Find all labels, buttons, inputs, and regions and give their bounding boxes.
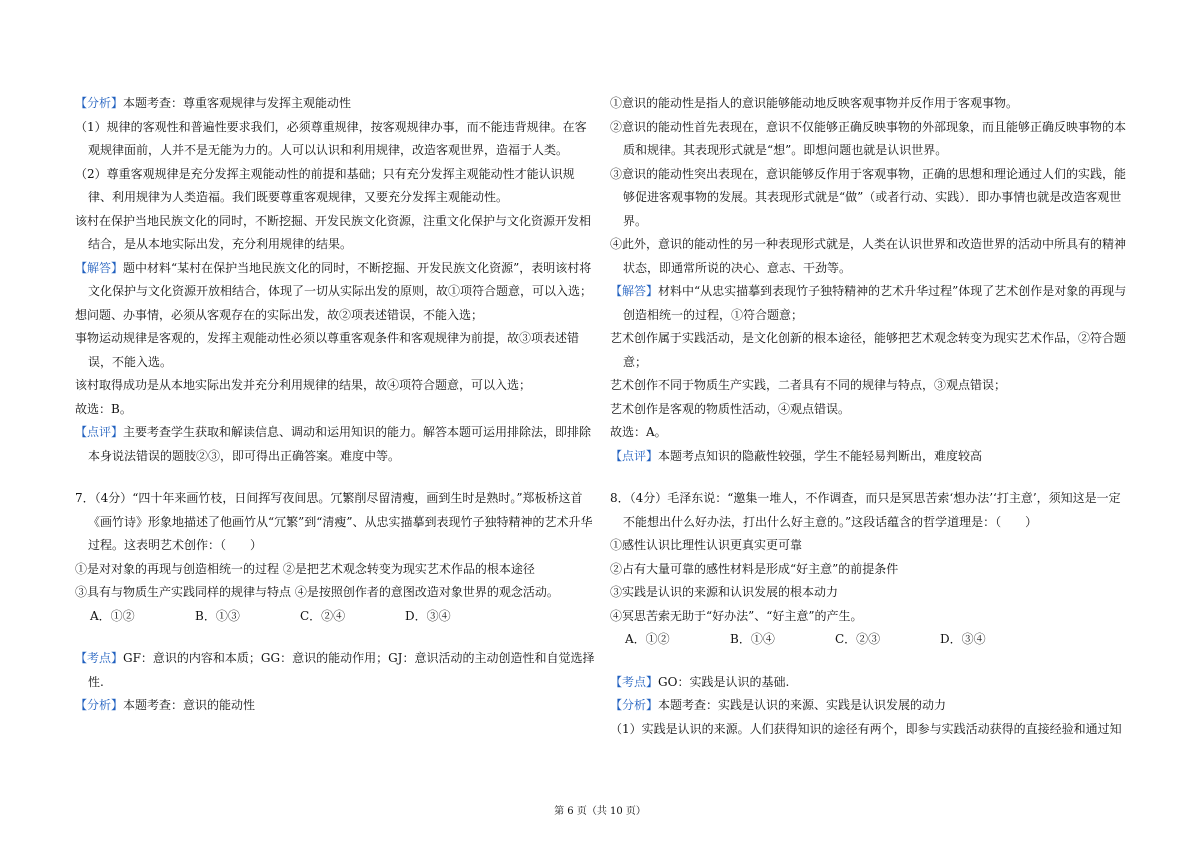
section-tag: 【分析】 xyxy=(75,96,124,110)
paragraph xyxy=(75,647,595,694)
paragraph-text: 材料中“从忠实描摹到表现竹子独特精神的艺术升华过程”体现了艺术创作是对象的再现与创造相统一的过程，①符合题意； xyxy=(623,284,1127,322)
answer-option: A．①② xyxy=(90,608,135,623)
paragraph-text: ①意识的能动性是指人的意识能够能动地反映客观事物并反作用于客观事物。 xyxy=(610,96,1019,110)
paragraph-text: 7．（4分）“四十年来画竹枝，日间挥写夜间思。冗繁削尽留清瘦，画到生时是熟时。”郑板桥这首《画竹诗》形象地描述了他画竹从“冗繁”到“清瘦”、从忠实描摹到表现竹子独特精神的艺术升华过程。这表明艺术创作：（ ） xyxy=(75,491,593,552)
paragraph-text: 故选：B。 xyxy=(75,401,132,416)
paragraph xyxy=(75,304,595,328)
section-tag: 【解答】 xyxy=(610,284,659,298)
paragraph-text: 想问题、办事情，必须从客观存在的实际出发，故②项表述错误，不能入选； xyxy=(75,307,484,322)
paragraph xyxy=(610,163,1130,234)
paragraph xyxy=(610,116,1130,163)
paragraph xyxy=(610,534,1130,558)
paragraph xyxy=(610,605,1130,629)
paragraph xyxy=(610,92,1130,116)
section-tag: 【分析】 xyxy=(75,698,124,712)
paragraph xyxy=(75,581,595,605)
answer-option: B．①③ xyxy=(195,608,240,623)
paragraph-text: 艺术创作属于实践活动，是文化创新的根本途径，能够把艺术观念转变为现实艺术作品，②符合题意； xyxy=(610,331,1127,369)
paragraph-text: 该村在保护当地民族文化的同时，不断挖掘、开发民族文化资源，注重文化保护与文化资源开发相结合，是从本地实际出发，充分利用规律的结果。 xyxy=(75,213,592,251)
paragraph xyxy=(75,116,595,163)
paragraph xyxy=(75,92,595,116)
paragraph-text: 故选：A。 xyxy=(610,425,667,439)
spacer xyxy=(75,468,595,487)
answer-option: A．①② xyxy=(625,632,670,646)
paragraph-text: 艺术创作是客观的物质性活动，④观点错误。 xyxy=(610,401,851,416)
paragraph-text: GF：意识的内容和本质；GG：意识的能动作用；GJ：意识活动的主动创造性和自觉选择性. xyxy=(88,651,595,689)
answer-option: C．②③ xyxy=(835,632,881,646)
paragraph xyxy=(75,374,595,398)
paragraph-text: （1）规律的客观性和普遍性要求我们，必须尊重规律，按客观规律办事，而不能违背规律。在客观规律面前，人并不是无能为力的。人可以认识和利用规律，改造客观世界，造福于人类。 xyxy=(75,119,587,157)
paragraph-text: ③具有与物质生产实践同样的规律与特点 ④是按照创作者的意图改造对象世界的观念活动。 xyxy=(75,585,559,599)
paragraph-text: 该村取得成功是从本地实际出发并充分利用规律的结果，故④项符合题意，可以入选； xyxy=(75,378,532,392)
spacer xyxy=(610,652,1130,671)
paragraph xyxy=(610,233,1130,280)
paragraph xyxy=(610,671,1130,695)
paragraph-text: （2）尊重客观规律是充分发挥主观能动性的前提和基础；只有充分发挥主观能动性才能认识规律、利用规律为人类造福。我们既要尊重客观规律，又要充分发挥主观能动性。 xyxy=(75,166,575,204)
answer-option: C．②④ xyxy=(300,608,346,623)
paragraph xyxy=(75,210,595,257)
paragraph-text: ④冥思苦索无助于“好办法”、“好主意”的产生。 xyxy=(610,608,863,623)
paragraph xyxy=(610,558,1130,582)
paragraph-text: ③实践是认识的来源和认识发展的根本动力 xyxy=(610,585,839,599)
paragraph-text: ②占有大量可靠的感性材料是形成“好主意”的前提条件 xyxy=(610,561,899,576)
section-tag: 【考点】 xyxy=(75,651,124,665)
paragraph xyxy=(610,280,1130,327)
paragraph-text: 题中材料“某村在保护当地民族文化的同时，不断挖掘、开发民族文化资源”，表明该村将文化保护与文化资源开放相结合，体现了一切从实际出发的原则，故①项符合题意，可以入选； xyxy=(88,260,593,298)
paragraph-text: 8．（4分）毛泽东说：“邀集一堆人，不作调查，而只是冥思苦索‘想办法’‘打主意’，须知这是一定不能想出什么好办法，打出什么好主意的。”这段话蕴含的哲学道理是：（ ） xyxy=(610,491,1121,529)
paragraph-text: ④此外，意识的能动性的另一种表现形式就是，人类在认识世界和改造世界的活动中所具有的精神状态，即通常所说的决心、意志、干劲等。 xyxy=(610,237,1127,275)
answer-option: D．③④ xyxy=(405,608,451,623)
paragraph xyxy=(75,694,595,718)
paragraph xyxy=(75,327,595,374)
answer-options xyxy=(75,605,595,629)
answer-options xyxy=(610,628,1130,652)
paragraph xyxy=(75,163,595,210)
paragraph xyxy=(75,398,595,422)
paragraph xyxy=(610,694,1130,718)
spacer xyxy=(75,628,595,647)
paragraph-text: ②意识的能动性首先表现在，意识不仅能够正确反映事物的外部现象，而且能够正确反映事物的本质和规律。其表现形式就是“想”。即想问题也就是认识世界。 xyxy=(610,119,1127,157)
section-tag: 【解答】 xyxy=(75,260,124,275)
answer-option: D．③④ xyxy=(940,632,986,646)
paragraph-text: 本题考查：实践是认识的来源、实践是认识发展的动力 xyxy=(658,698,947,712)
paragraph-text: 艺术创作不同于物质生产实践，二者具有不同的规律与特点，③观点错误； xyxy=(610,378,1007,392)
paragraph xyxy=(610,581,1130,605)
paragraph xyxy=(610,327,1130,374)
paragraph xyxy=(610,398,1130,422)
paragraph xyxy=(75,257,595,304)
paragraph-text: 本题考查：意识的能动性 xyxy=(123,698,256,712)
page-footer: 第 6 页（共 10 页） xyxy=(554,806,646,817)
spacer xyxy=(610,468,1130,487)
paragraph xyxy=(610,374,1130,398)
paragraph xyxy=(610,718,1130,742)
paragraph-text: ①感性认识比理性认识更真实更可靠 xyxy=(610,538,803,552)
section-tag: 【点评】 xyxy=(610,448,659,463)
paragraph-text: 本题考查：尊重客观规律与发挥主观能动性 xyxy=(123,96,352,110)
paragraph xyxy=(75,487,595,558)
paragraph-text: ③意识的能动性突出表现在，意识能够反作用于客观事物，正确的思想和理论通过人们的实践，能够促进客观事物的发展。其表现形式就是“做”（或者行动、实践）．即办事情也就是改造客观世界。 xyxy=(610,166,1127,228)
paragraph xyxy=(75,421,595,468)
paragraph xyxy=(610,421,1130,445)
left-column xyxy=(75,92,595,718)
section-tag: 【分析】 xyxy=(610,698,659,712)
section-tag: 【考点】 xyxy=(610,674,659,689)
paragraph xyxy=(610,445,1130,469)
paragraph-text: （1）实践是认识的来源。人们获得知识的途径有两个，即参与实践活动获得的直接经验和通过知 xyxy=(610,721,1122,736)
paragraph-text: 事物运动规律是客观的，发挥主观能动性必须以尊重客观条件和客观规律为前提，故③项表述错误，不能入选。 xyxy=(75,331,580,369)
paragraph-text: 主要考查学生获取和解读信息、调动和运用知识的能力。解答本题可运用排除法，即排除本身说法错误的题肢②③，即可得出正确答案。难度中等。 xyxy=(88,425,592,463)
paragraph-text: 本题考点知识的隐蔽性较强，学生不能轻易判断出，难度较高 xyxy=(658,448,983,463)
answer-option: B．①④ xyxy=(730,632,775,646)
right-column xyxy=(610,92,1130,741)
section-tag: 【点评】 xyxy=(75,425,124,439)
paragraph-text: ①是对对象的再现与创造相统一的过程 ②是把艺术观念转变为现实艺术作品的根本途径 xyxy=(75,561,535,576)
paragraph xyxy=(75,558,595,582)
paragraph xyxy=(610,487,1130,534)
paragraph-text: GO：实践是认识的基础. xyxy=(658,674,790,689)
